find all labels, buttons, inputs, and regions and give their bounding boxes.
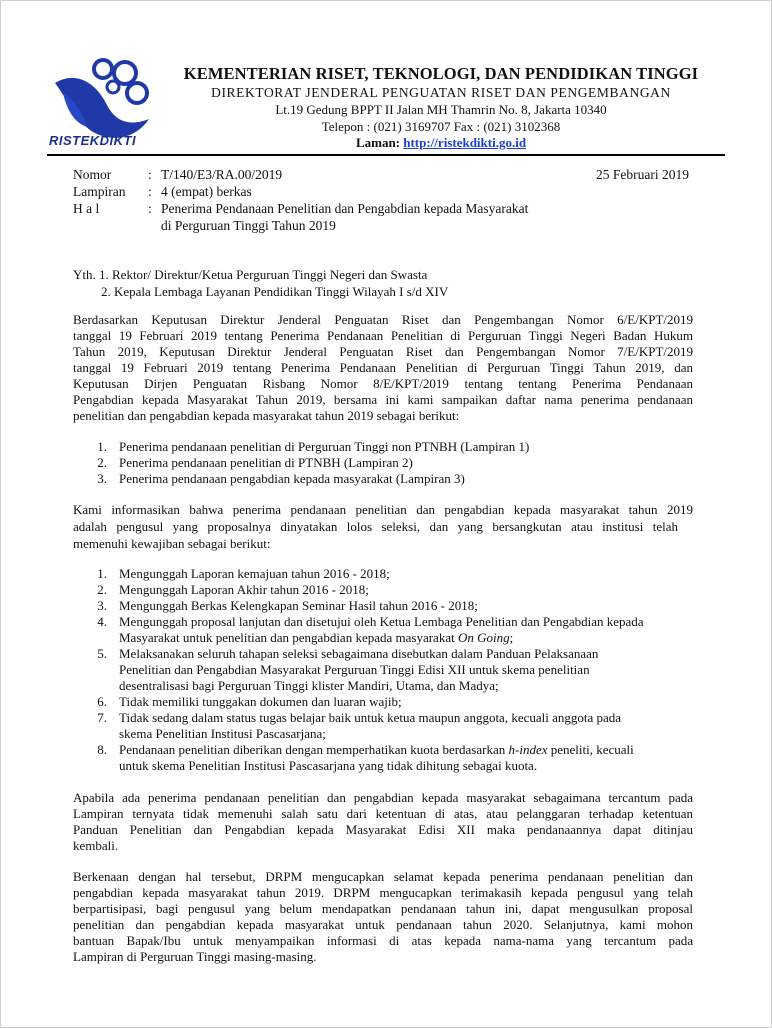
- para2-line: memenuhi kewajiban sebagai berikut:: [73, 536, 271, 551]
- recipient-line-2: 2. Kepala Lembaga Layanan Pendidikan Tinggi Wilayah I s/d XIV: [101, 284, 449, 299]
- letter-date: 25 Februari 2019: [596, 167, 689, 182]
- list2-number: 1.: [97, 566, 107, 581]
- ministry-name: KEMENTERIAN RISET, TEKNOLOGI, DAN PENDIDIKAN TINGGI: [183, 64, 699, 83]
- list2-item-continued: skema Penelitian Institusi Pascasarjana;: [119, 726, 326, 741]
- list2-number: 3.: [97, 598, 107, 613]
- recipient-line-1: Yth. 1. Rektor/ Direktur/Ketua Perguruan Tinggi Negeri dan Swasta: [73, 267, 428, 282]
- hal-colon: :: [148, 201, 152, 216]
- letterhead-rule: [47, 154, 725, 156]
- list2-item: Tidak sedang dalam status tugas belajar baik untuk ketua maupun anggota, kecuali anggota pada: [119, 710, 622, 725]
- list2-item: Mengunggah Berkas Kelengkapan Seminar Hasil tahun 2016 - 2018;: [119, 598, 478, 613]
- para4-line: berpartisipasi, bagi pengusul yang belum mendapatkan pendanaan tahun ini, dapat mengusulkan proposal: [73, 901, 693, 916]
- list2-item: Mengunggah Laporan Akhir tahun 2016 - 2018;: [119, 582, 369, 597]
- list2-item: [119, 742, 634, 758]
- para4-line: bantuan Bapak/Ibu untuk menyampaikan informasi di atas kepada nama-nama yang tercantum pada: [73, 933, 693, 948]
- list2-item-text: peneliti, kecuali: [547, 742, 634, 757]
- phone-line: Telepon : (021) 3169707 Fax : (021) 3102368: [321, 119, 561, 134]
- list2-item: Melaksanakan seluruh tahapan seleksi sebagaimana disebutkan dalam Panduan Pelaksanaan: [119, 646, 599, 661]
- para3-line: Apabila ada penerima pendanaan penelitian dan pengabdian kepada masyarakat sebagaimana tercantum pada: [73, 790, 693, 805]
- list2-item-continued: [119, 630, 513, 646]
- list1-item: Penerima pendanaan penelitian di Perguruan Tinggi non PTNBH (Lampiran 1): [119, 439, 530, 454]
- para4-line: Lampiran di Perguruan Tinggi masing-masing.: [73, 949, 317, 964]
- list2-number: 8.: [97, 742, 107, 757]
- logo-wordmark: RISTEKDIKTI: [49, 133, 137, 148]
- list1-number: 2.: [97, 455, 107, 470]
- para2-line: Kami informasikan bahwa penerima pendanaan penelitian dan pengabdian kepada masyarakat tahun 2019: [73, 502, 693, 517]
- h-index-term: h-index: [508, 742, 548, 757]
- list2-item-continued: desentralisasi bagi Perguruan Tinggi klister Mandiri, Utama, dan Madya;: [119, 678, 499, 693]
- list2-item-continued: Penelitian dan Pengabdian Masyarakat Perguruan Tinggi Edisi XII untuk skema penelitian: [119, 662, 590, 677]
- para2-line: adalah pengusul yang proposalnya dinyatakan lolos seleksi, dan yang bersangkutan atau institusi telah: [73, 519, 678, 534]
- hal-value-line1: Penerima Pendanaan Penelitian dan Pengabdian kepada Masyarakat: [161, 201, 529, 216]
- list1-item: Penerima pendanaan penelitian di PTNBH (Lampiran 2): [119, 455, 413, 470]
- para1-line: penelitian dan pengabdian kepada masyarakat tahun 2019 sebagai berikut:: [73, 408, 460, 423]
- website-line: [171, 135, 711, 151]
- para1-line: Pengabdian kepada Masyarakat Tahun 2019, bersama ini kami sampaikan daftar nama penerima pendanaan: [73, 392, 693, 407]
- list2-number: 5.: [97, 646, 107, 661]
- para4-line: Berkenaan dengan hal tersebut, DRPM mengucapkan selamat kepada penerima pendanaan penelitian dan: [73, 869, 693, 884]
- nomor-label: Nomor: [73, 167, 112, 182]
- para1-line: Keputusan Dirjen Penguatan Risbang Nomor 8/E/KPT/2019 tentang tentang Penerima Pendanaan: [73, 376, 693, 391]
- para3-line: Panduan Penelitian dan Pengabdian kepada Masyarakat Edisi XII maka pendanaannya dapat ditinjau: [73, 822, 693, 837]
- list1-item: Penerima pendanaan pengabdian kepada masyarakat (Lampiran 3): [119, 471, 465, 486]
- hal-label: H a l: [73, 201, 100, 216]
- para1-line: tanggal 19 Februari 2019 tentang Penerima Pendanaan Penelitian di Perguruan Tinggi Negeri Badan Hukum: [73, 328, 693, 343]
- list2-item: Mengunggah Laporan kemajuan tahun 2016 - 2018;: [119, 566, 390, 581]
- lampiran-label: Lampiran: [73, 184, 126, 199]
- lampiran-value: 4 (empat) berkas: [161, 184, 252, 199]
- on-going-term: On Going: [457, 630, 510, 645]
- hal-value-line2: di Perguruan Tinggi Tahun 2019: [161, 218, 336, 233]
- lampiran-colon: :: [148, 184, 152, 199]
- website-label: Laman:: [355, 135, 404, 150]
- list2-item: Mengunggah proposal lanjutan dan disetujui oleh Ketua Lembaga Penelitian dan Pengabdian kepada: [119, 614, 644, 629]
- list2-item-suffix: ;: [509, 630, 514, 645]
- list2-item-text: Masyarakat untuk penelitian dan pengabdian kepada masyarakat: [119, 630, 458, 645]
- list2-number: 6.: [97, 694, 107, 709]
- para1-line: Tahun 2019, Keputusan Direktur Jenderal Penguatan Riset dan Pengembangan Nomor 7/E/KPT/2019: [73, 344, 693, 359]
- list2-item-text: Pendanaan penelitian diberikan dengan memperhatikan kuota berdasarkan: [119, 742, 509, 757]
- website-link[interactable]: http://ristekdikti.go.id: [403, 135, 527, 150]
- para1-line: tanggal 19 Februari 2019 tentang Penerima Pendanaan Penelitian di Perguruan Tinggi Tahun 2019, dan: [73, 360, 693, 375]
- address-line: Lt.19 Gedung BPPT II Jalan MH Thamrin No. 8, Jakarta 10340: [275, 102, 607, 117]
- list2-number: 2.: [97, 582, 107, 597]
- para4-line: penelitian dan pengabdian kepada masyarakat untuk pendanaan tahun 2020. Selanjutnya, kami mohon: [73, 917, 693, 932]
- list1-number: 3.: [97, 471, 107, 486]
- nomor-colon: :: [148, 167, 152, 182]
- para1-line: Berdasarkan Keputusan Direktur Jenderal Penguatan Riset dan Pengembangan Nomor 6/E/KPT/2019: [73, 312, 693, 327]
- para4-line: pengabdian kepada masyarakat tahun 2019. DRPM mengucapkan terimakasih kepada pengusul yang telah: [73, 885, 693, 900]
- directorate-name: DIREKTORAT JENDERAL PENGUATAN RISET DAN PENGEMBANGAN: [211, 85, 671, 100]
- list1-number: 1.: [97, 439, 107, 454]
- list2-item-continued: untuk skema Penelitian Institusi Pascasarjana yang tidak dihitung sebagai kuota.: [119, 758, 538, 773]
- para3-line: kembali.: [73, 838, 119, 853]
- list2-number: 4.: [97, 614, 107, 629]
- list2-item: Tidak memiliki tunggakan dokumen dan luaran wajib;: [119, 694, 402, 709]
- para3-line: Lampiran ternyata tidak memenuhi salah satu dari ketentuan di atas, atau pelanggaran terhadap ketentuan: [73, 806, 693, 821]
- nomor-value: T/140/E3/RA.00/2019: [161, 167, 283, 182]
- list2-number: 7.: [97, 710, 107, 725]
